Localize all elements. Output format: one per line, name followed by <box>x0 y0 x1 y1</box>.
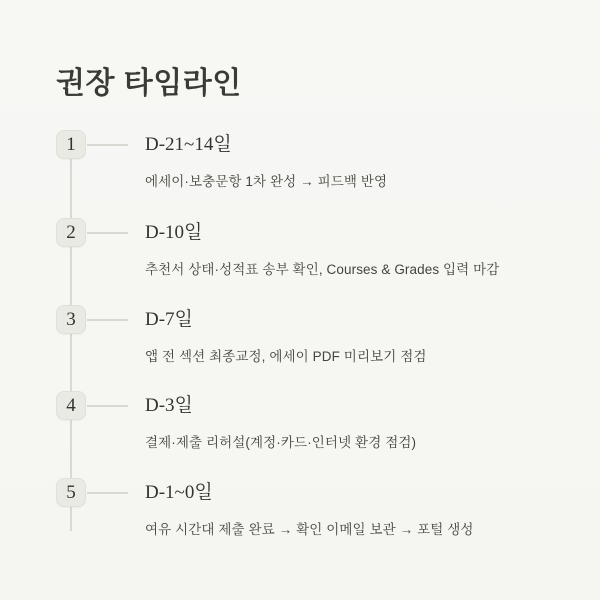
timeline-item-5 <box>56 478 556 558</box>
step-description: 앱 전 섹션 최종교정, 에세이 PDF 미리보기 점검 <box>145 349 427 364</box>
step-description: 결제·제출 리허설(계정·카드·인터넷 환경 점검) <box>145 435 417 450</box>
step-number: 1 <box>66 134 76 155</box>
connector-line <box>87 232 128 234</box>
step-number: 5 <box>66 482 76 503</box>
connector-line <box>87 492 128 494</box>
step-badge-4 <box>56 391 86 420</box>
connector-line <box>87 144 128 146</box>
step-badge-3 <box>56 305 86 334</box>
step-number: 3 <box>66 309 76 330</box>
dday-label: D-21~14일 <box>145 134 232 155</box>
timeline-item-2 <box>56 218 556 298</box>
timeline <box>56 0 556 600</box>
dday-label: D-7일 <box>145 309 193 330</box>
page-title: 권장 타임라인 <box>56 67 242 100</box>
step-description: 여유 시간대 제출 완료 → 확인 이메일 보관 → 포털 생성 <box>145 522 474 537</box>
timeline-item-4 <box>56 391 556 471</box>
step-badge-2 <box>56 218 86 247</box>
dday-label: D-3일 <box>145 395 193 416</box>
connector-line <box>87 319 128 321</box>
dday-label: D-1~0일 <box>145 482 213 503</box>
step-number: 2 <box>66 222 76 243</box>
connector-line <box>87 405 128 407</box>
timeline-item-3 <box>56 305 556 385</box>
timeline-item-1 <box>56 130 556 210</box>
step-badge-5 <box>56 478 86 507</box>
step-description: 에세이·보충문항 1차 완성 → 피드백 반영 <box>145 174 388 189</box>
dday-label: D-10일 <box>145 222 203 243</box>
step-number: 4 <box>66 395 76 416</box>
step-description: 추천서 상태·성적표 송부 확인, Courses & Grades 입력 마감 <box>145 262 500 277</box>
step-badge-1 <box>56 130 86 159</box>
